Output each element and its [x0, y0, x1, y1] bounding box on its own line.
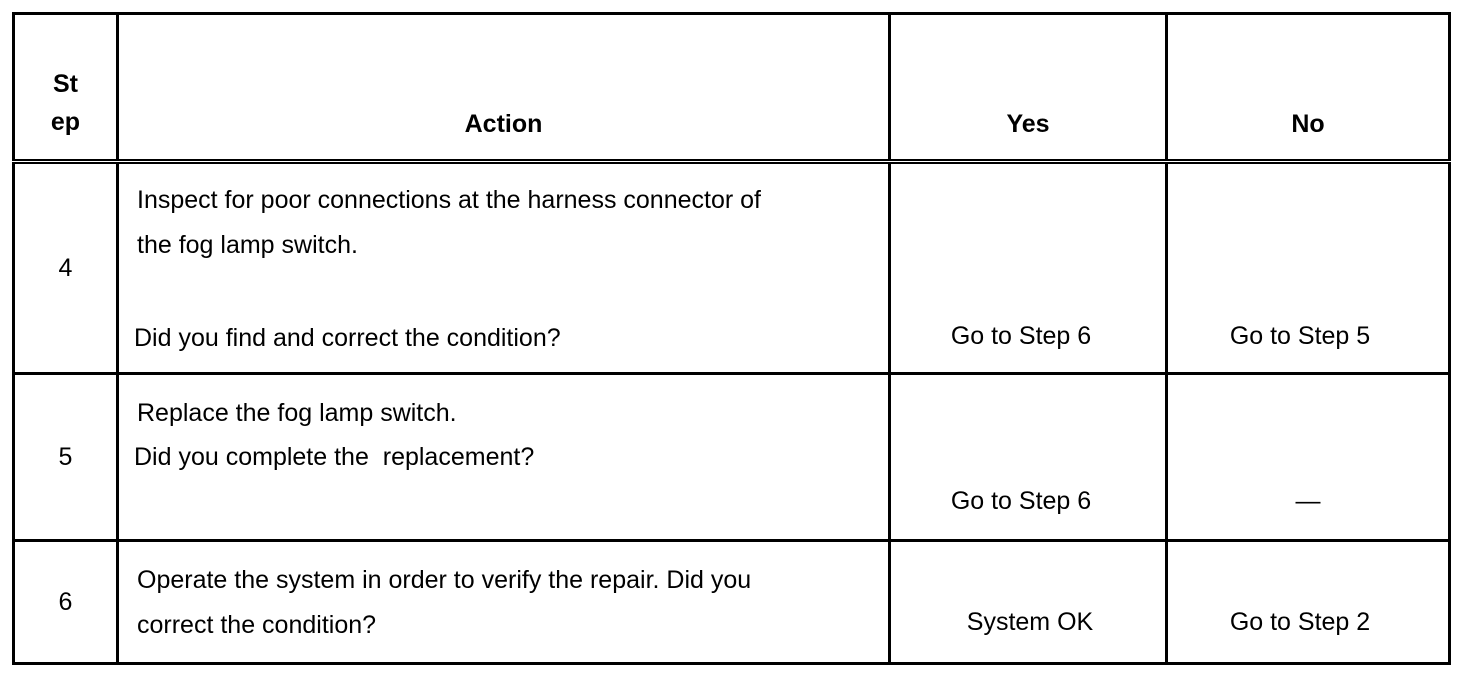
no-cell: [1167, 374, 1450, 541]
action-cell: [118, 541, 890, 664]
header-step-line2: ep: [50, 108, 81, 136]
yes-result: Go to Step 6: [950, 322, 1092, 350]
no-result: —: [1295, 487, 1321, 515]
yes-cell: [890, 541, 1167, 664]
action-question: Did you find and correct the condition?: [134, 324, 561, 352]
table-row-step-6: [14, 541, 1450, 664]
no-cell: [1167, 162, 1450, 374]
no-cell: [1167, 541, 1450, 664]
yes-result: Go to Step 6: [950, 487, 1092, 515]
header-step-line1: St: [53, 70, 78, 98]
step-number: 5: [14, 374, 118, 541]
action-question: Did you complete the replacement?: [134, 443, 535, 471]
action-text-line2: correct the condition?: [137, 611, 377, 639]
table-row-step-5: [14, 374, 1450, 541]
yes-cell: [890, 162, 1167, 374]
header-action: Action: [118, 14, 890, 162]
action-text-line2: the fog lamp switch.: [137, 231, 358, 259]
action-cell: [118, 374, 890, 541]
header-row: [14, 14, 1450, 162]
no-result: Go to Step 5: [1229, 322, 1371, 350]
diagnostic-table-container: [12, 12, 1448, 656]
yes-result: System OK: [966, 608, 1094, 636]
header-yes: Yes: [890, 14, 1167, 162]
diagnostic-table: [12, 12, 1451, 665]
action-text-line1: Inspect for poor connections at the harness connector of: [137, 186, 761, 214]
step-number: 6: [14, 541, 118, 664]
action-text-line1: Replace the fog lamp switch.: [137, 399, 457, 427]
header-no: No: [1167, 14, 1450, 162]
action-cell: [118, 162, 890, 374]
action-text-line1: Operate the system in order to verify the repair. Did you: [137, 566, 752, 594]
yes-cell: [890, 374, 1167, 541]
header-step: [14, 14, 118, 162]
no-result: Go to Step 2: [1229, 608, 1371, 636]
step-number: 4: [14, 162, 118, 374]
table-row-step-4: [14, 162, 1450, 374]
